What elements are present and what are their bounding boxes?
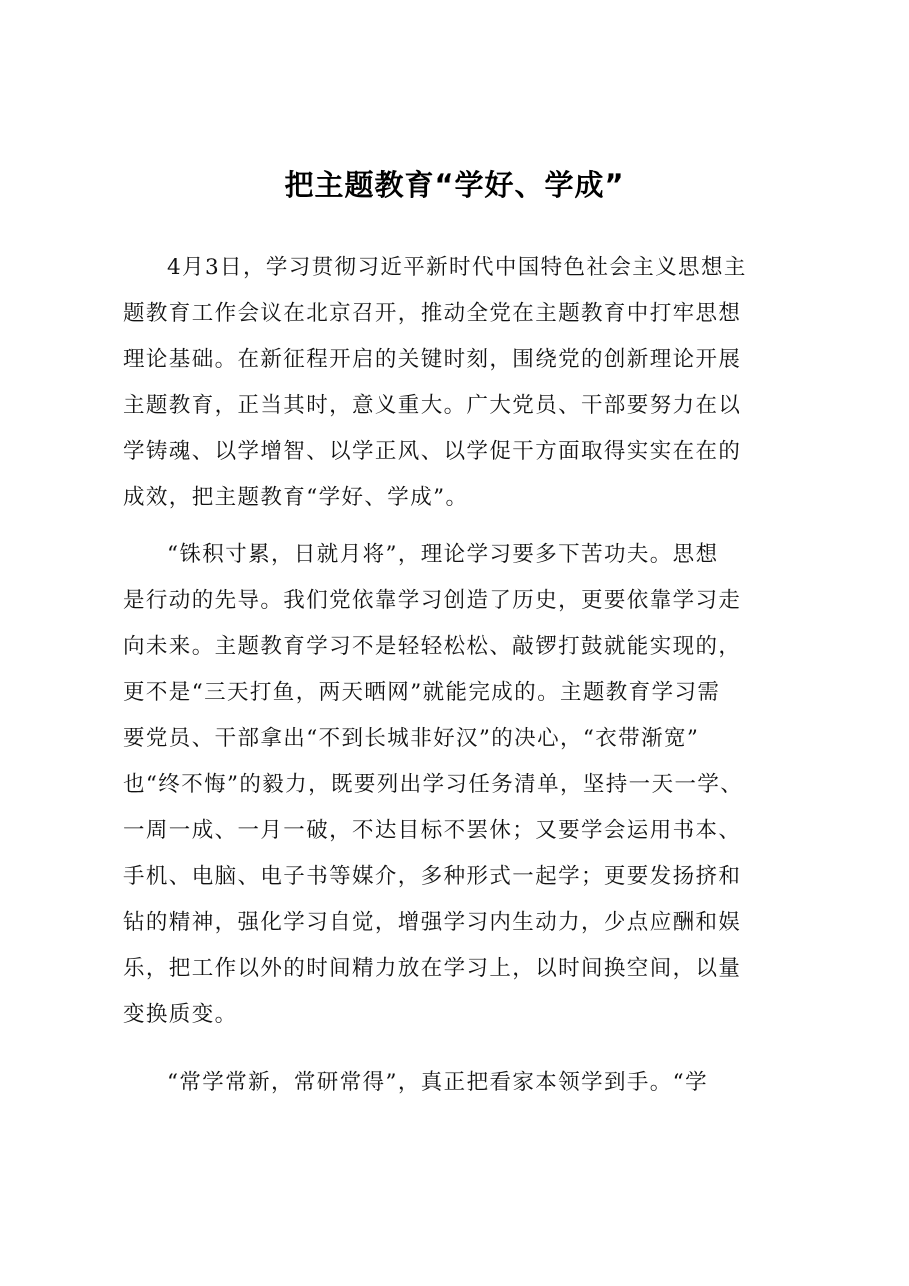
paragraph-2-line-1: “铢积寸累，日就月将”，理论学习要多下苦功夫。思想 bbox=[167, 542, 719, 567]
paragraph-2-line-10: 乐，把工作以外的时间精力放在学习上，以时间换空间，以量 bbox=[123, 956, 742, 981]
paragraph-2-line-4: 更不是“三天打鱼，两天晒网”就能完成的。主题教育学习需 bbox=[123, 680, 721, 705]
paragraph-1-line-1: 4月3日，学习贯彻习近平新时代中国特色社会主义思想主 bbox=[167, 255, 747, 280]
paragraph-2-line-5: 要党员、干部拿出“不到长城非好汉”的决心，“衣带渐宽” bbox=[123, 726, 700, 751]
paragraph-2-line-2: 是行动的先导。我们党依靠学习创造了历史，更要依靠学习走 bbox=[123, 588, 742, 613]
paragraph-2-line-8: 手机、电脑、电子书等媒介，多种形式一起学；更要发扬挤和 bbox=[123, 864, 742, 889]
paragraph-2-line-3: 向未来。主题教育学习不是轻轻松松、敲锣打鼓就能实现的， bbox=[123, 634, 742, 659]
paragraph-2-line-7: 一周一成、一月一破，不达目标不罢休；又要学会运用书本、 bbox=[123, 818, 742, 843]
paragraph-1-line-6: 成效，把主题教育“学好、学成”。 bbox=[123, 485, 469, 510]
paragraph-1-line-2: 题教育工作会议在北京召开，推动全党在主题教育中打牢思想 bbox=[123, 301, 742, 326]
paragraph-1-line-4: 主题教育，正当其时，意义重大。广大党员、干部要努力在以 bbox=[123, 393, 742, 418]
document-title: 把主题教育“学好、学成” bbox=[284, 168, 625, 202]
paragraph-1-line-3: 理论基础。在新征程开启的关键时刻，围绕党的创新理论开展 bbox=[123, 347, 742, 372]
paragraph-2-line-9: 钻的精神，强化学习自觉，增强学习内生动力，少点应酬和娱 bbox=[123, 910, 742, 935]
paragraph-3-line-1: “常学常新，常研常得”，真正把看家本领学到手。“学 bbox=[167, 1070, 708, 1095]
paragraph-1-line-5: 学铸魂、以学增智、以学正风、以学促干方面取得实实在在的 bbox=[123, 439, 742, 464]
paragraph-2-line-11: 变换质变。 bbox=[123, 1002, 238, 1027]
paragraph-2-line-6: 也“终不悔”的毅力，既要列出学习任务清单，坚持一天一学、 bbox=[123, 772, 744, 797]
